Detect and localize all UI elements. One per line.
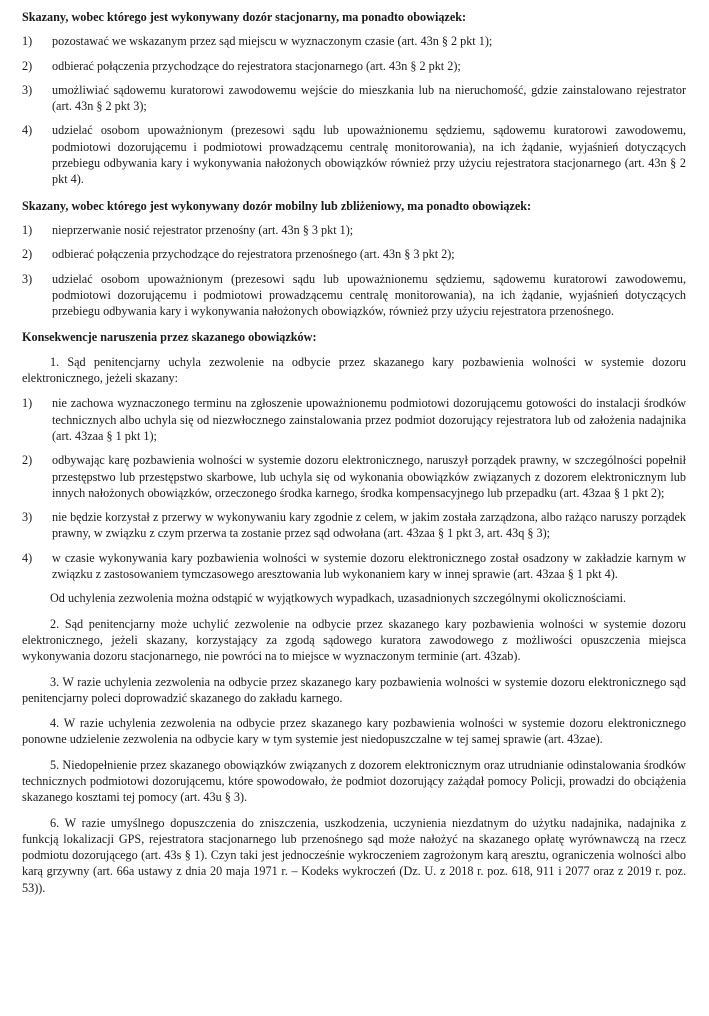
- item-number: 2): [22, 247, 33, 262]
- paragraph: 2. Sąd penitencjarny może uchylić zezwolenie na odbycie przez skazanego kary pozbawienia wolności w systemie dozoru elektronicznego, jeżeli skazany, korzystający za zgodą sądowego kuratora zawodowego z możliwości opuszczenia miejsca wykonywania dozoru stacjonarnego, nie powróci na to miejsce w wyznaczonym terminie (art. 43zab).: [22, 616, 686, 664]
- section-heading: Konsekwencje naruszenia przez skazanego obowiązków:: [22, 330, 317, 345]
- paragraph: 1. Sąd penitencjarny uchyla zezwolenie na odbycie przez skazanego kary pozbawienia wolności w systemie dozoru elektronicznego, jeżeli skazany:: [22, 354, 686, 386]
- item-number: 1): [22, 34, 33, 49]
- item-number: 3): [22, 271, 33, 286]
- paragraph: 5. Niedopełnienie przez skazanego obowiązków związanych z dozorem elektronicznym oraz utrudnianie odinstalowania środków technicznych podmiotowi dozorującemu, które spowodowało, że podmiot dozorujący zażądał pomocy Policji, prowadzi do obciążenia skazanego kosztami tej pomocy (art. 43u § 3).: [22, 757, 686, 805]
- item-number: 2): [22, 453, 33, 468]
- item-number: 3): [22, 82, 33, 97]
- item-text: w czasie wykonywania kary pozbawienia wolności w systemie dozoru elektronicznego został osadzony w zakładzie karnym w związku z zastosowaniem tymczasowego aresztowania lub wykonaniem kary w innej sprawie (art. 43zaa § 1 pkt 4).: [52, 550, 686, 582]
- item-text: udzielać osobom upoważnionym (prezesowi sądu lub upoważnionemu sędziemu, sądowemu kuratorowi zawodowemu, podmiotowi dozorującemu i podmiotowi prowadzącemu centralę monitorowania), na ich żądanie, wyjaśnień dotyczących przebiegu odbywania kary i wykonywania nałożonych obowiązków, również przy użyciu rejestratora przenośnego.: [52, 271, 686, 319]
- list-item: [22, 222, 686, 238]
- section-mobile: [22, 198, 686, 320]
- paragraph: 4. W razie uchylenia zezwolenia na odbycie przez skazanego kary pozbawienia wolności w systemie dozoru elektronicznego ponowne udzielenie zezwolenia na odbycie kary w tym systemie jest niedopuszczalne w tej samej sprawie (art. 43zae).: [22, 716, 686, 747]
- item-text: umożliwiać sądowemu kuratorowi zawodowemu wejście do mieszkania lub na nieruchomość, gdzie zainstalowano rejestrator (art. 43n § 2 pkt 3);: [52, 82, 686, 114]
- item-text: nie będzie korzystał z przerwy w wykonywaniu kary zgodnie z celem, w jakim została zarządzona, albo rażąco naruszy porządek prawny, w związku z czym przerwa ta zostanie przez sąd odwołana (art. 43zaa § 1 pkt 3, art. 43q § 3);: [52, 510, 686, 541]
- paragraph: Od uchylenia zezwolenia można odstąpić w wyjątkowych wypadkach, uzasadnionych szczególnymi okolicznościami.: [50, 591, 627, 606]
- item-text: odbierać połączenia przychodzące do rejestratora przenośnego (art. 43n § 3 pkt 2);: [52, 247, 455, 262]
- item-text: nie zachowa wyznaczonego terminu na zgłoszenie upoważnionemu podmiotowi dozorującemu gotowości do instalacji środków technicznych albo uchyla się od niezwłocznego zainstalowania przez podmiot dozorujący rejestratora lub od założenia nadajnika (art. 43zaa § 1 pkt 1);: [52, 396, 686, 443]
- item-text: udzielać osobom upoważnionym (prezesowi sądu lub upoważnionemu sędziemu, sądowemu kuratorowi zawodowemu, podmiotowi dozorującemu i podmiotowi prowadzącemu centralę monitorowania), na ich żądanie, wyjaśnień dotyczących przebiegu odbywania kary i wykonywania nałożonych obowiązków również przy użyciu rejestratora stacjonarnego (art. 43n § 2 pkt 4).: [52, 123, 686, 187]
- item-text: pozostawać we wskazanym przez sąd miejscu w wyznaczonym czasie (art. 43n § 2 pkt 1);: [52, 34, 493, 49]
- list-item: [22, 509, 686, 542]
- item-number: 2): [22, 58, 33, 73]
- section-stationary: [22, 9, 686, 188]
- item-number: 1): [22, 222, 33, 237]
- list-item: [22, 58, 686, 74]
- consequence-list: [22, 395, 686, 582]
- item-text: odbierać połączenia przychodzące do rejestratora stacjonarnego (art. 43n § 2 pkt 2);: [52, 58, 461, 73]
- item-text: odbywając karę pozbawienia wolności w systemie dozoru elektronicznego, naruszył porządek prawny, w szczególności popełnił przestępstwo lub przestępstwo skarbowe, lub uchyla się od wykonania obowiązków związanych z dozorem elektronicznym lub innych nałożonych obowiązków, orzeczonego środka karnego, środka kompensacyjnego lub przepadku (art. 43zaa § 1 pkt 2);: [52, 453, 686, 500]
- section-heading: Skazany, wobec którego jest wykonywany dozór stacjonarny, ma ponadto obowiązek:: [22, 10, 467, 24]
- list-item: [22, 550, 686, 583]
- obligation-list: [22, 33, 686, 187]
- list-item: [22, 452, 686, 501]
- list-item: [22, 246, 686, 262]
- paragraph: 6. W razie umyślnego dopuszczenia do zniszczenia, uszkodzenia, uczynienia niezdatnym do użytku nadajnika, nadajnika z funkcją lokalizacji GPS, rejestratora stacjonarnego lub przenośnego sąd może nałożyć na skazanego opłatę wyrównawczą na rzecz podmiotu dozorującego (art. 43s § 1). Czyn taki jest jednocześnie wykroczeniem zagrożonym karą aresztu, ograniczenia wolności albo karą grzywny (art. 66a ustawy z dnia 20 maja 1971 r. – Kodeks wykroczeń (Dz. U. z 2018 r. poz. 618, 911 i 2077 oraz z 2019 r. poz. 53)).: [22, 815, 686, 895]
- item-number: 1): [22, 396, 33, 411]
- list-item: [22, 82, 686, 115]
- item-text: nieprzerwanie nosić rejestrator przenośny (art. 43n § 3 pkt 1);: [52, 222, 354, 237]
- list-item: [22, 271, 686, 320]
- list-item: [22, 395, 686, 444]
- section-heading: Skazany, wobec którego jest wykonywany dozór mobilny lub zbliżeniowy, ma ponadto obowiązek:: [22, 198, 532, 213]
- item-number: 3): [22, 510, 33, 525]
- item-number: 4): [22, 123, 33, 138]
- list-item: [22, 122, 686, 187]
- section-consequences: [22, 329, 686, 896]
- list-item: [22, 33, 686, 49]
- paragraph: 3. W razie uchylenia zezwolenia na odbycie przez skazanego kary pozbawienia wolności w systemie dozoru elektronicznego sąd penitencjarny poleci doprowadzić skazanego do zakładu karnego.: [22, 674, 686, 705]
- item-number: 4): [22, 550, 33, 565]
- document-page: [22, 9, 686, 905]
- obligation-list: [22, 222, 686, 319]
